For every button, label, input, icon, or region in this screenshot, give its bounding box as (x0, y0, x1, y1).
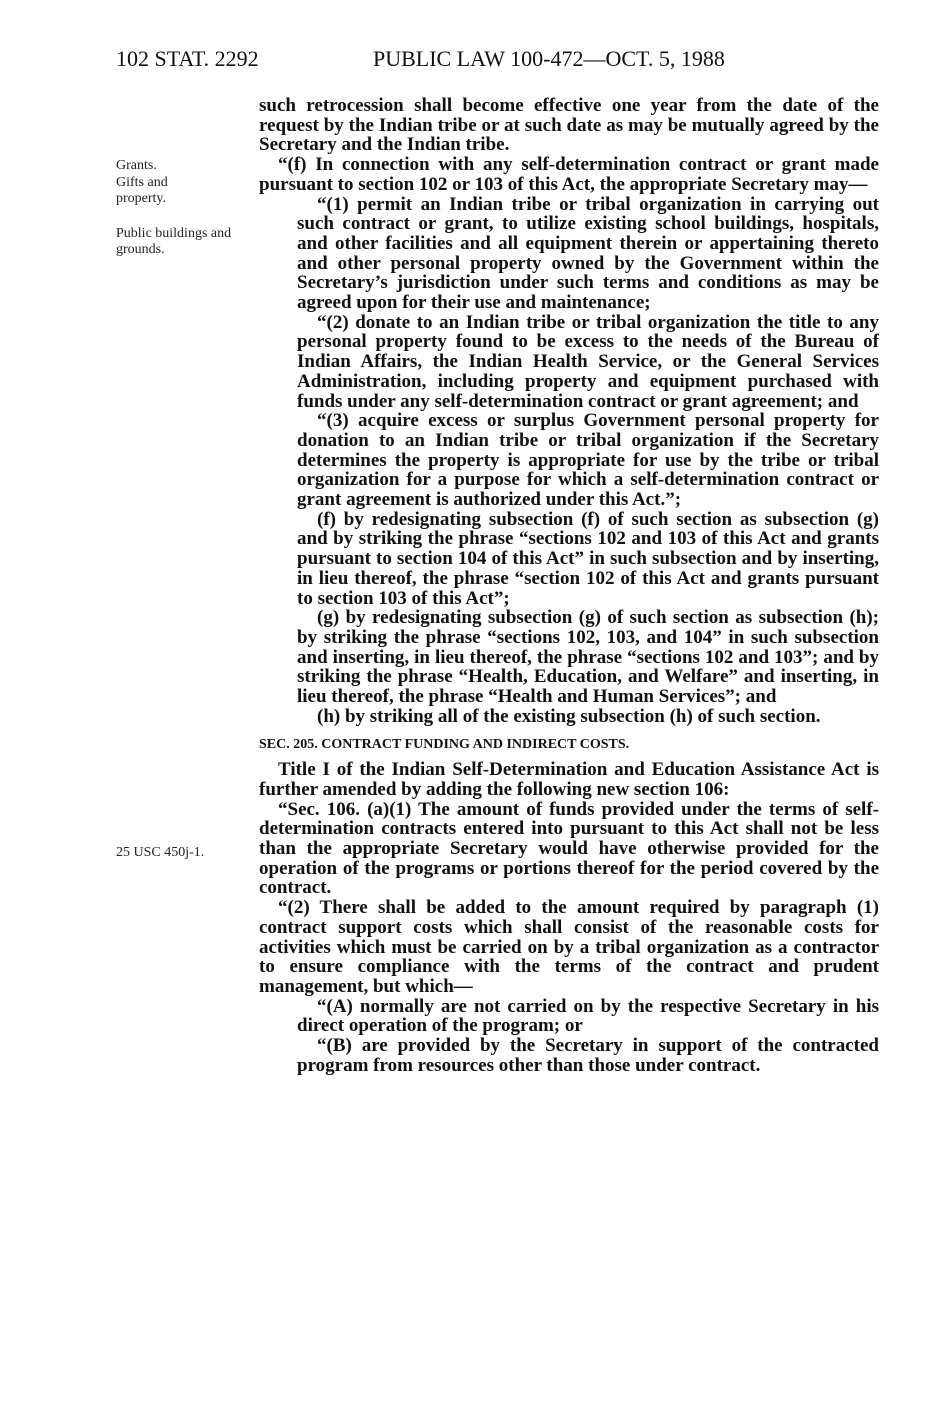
paragraph-B: “(B) are provided by the Secretary in support of the contracted program from resources other than those under contract. (297, 1035, 879, 1076)
margin-note-grants: Grants. (116, 158, 157, 173)
paragraph-retrocession: such retrocession shall become effective one year from the date of the request by the Indian tribe or at such date as may be mutually agreed by the Secretary and the Indian tribe. (259, 95, 879, 156)
paragraph-subsection-f: “(f) In connection with any self-determination contract or grant made pursuant to section 102 or 103 of this Act, the appropriate Secretary may— (259, 154, 879, 195)
stat-page-number: 102 STAT. 2292 (116, 46, 259, 71)
paragraph-A: “(A) normally are not carried on by the respective Secretary in his direct operation of the program; or (297, 995, 879, 1037)
amendment-f: (f) by redesignating subsection (f) of such section as subsection (g) and by striking the phrase “sections 102 and 103 of this Act and grants pursuant to section 104 of this Act” in such subsection and by inserting, in lieu thereof, the phrase “section 102 of this Act and grants pursuant to section 103 of this Act”; (297, 508, 879, 609)
public-law-title: PUBLIC LAW 100-472—OCT. 5, 1988 (373, 46, 725, 71)
paragraph-f-2: “(2) donate to an Indian tribe or tribal organization the title to any personal property found to be excess to the needs of the Bureau of Indian Affairs, the Indian Health Service, or the General Services Administration, including property and equipment purchased with funds under any self-determination contract or grant agreement; and (297, 311, 879, 412)
paragraph-a2: “(2) There shall be added to the amount required by paragraph (1) contract support costs which shall consist of the reasonable costs for activities which must be carried on by a tribal organization as a contractor to ensure compliance with the terms of the contract and prudent management, but which— (259, 897, 879, 997)
running-header (0, 46, 939, 82)
statute-body (259, 96, 879, 1075)
paragraph-sec-106-a1: “Sec. 106. (a)(1) The amount of funds provided under the terms of self-determination contracts entered into pursuant to this Act shall not be less than the appropriate Secretary would have otherwise provided for the operation of the programs or portions thereof for the period covered by the contract. (259, 798, 879, 899)
amendment-g: (g) by redesignating subsection (g) of such section as subsection (h); by striking the phrase “sections 102, 103, and 104” in such subsection and inserting, in lieu thereof, the phrase “sections 102 and 103”; and by striking the phrase “Health, Education, and Welfare” and inserting, in lieu thereof, the phrase “Health and Human Services”; and (297, 607, 879, 708)
margin-note-gifts: Gifts and property. (116, 175, 168, 206)
section-205-heading: SEC. 205. CONTRACT FUNDING AND INDIRECT COSTS. (259, 736, 630, 752)
margin-note-public-buildings: Public buildings and grounds. (116, 226, 232, 257)
margin-note-usc: 25 USC 450j-1. (116, 845, 205, 860)
paragraph-f-3: “(3) acquire excess or surplus Government personal property for donation to an Indian tribe or tribal organization if the Secretary determines the property is appropriate for use by the tribe or tribal organization for a purpose for which a self-determination contract or grant agreement is authorized under this Act.”; (297, 410, 879, 511)
amendment-h: (h) by striking all of the existing subsection (h) of such section. (317, 705, 821, 727)
paragraph-f-1: “(1) permit an Indian tribe or tribal organization in carrying out such contract or grant, to utilize existing school buildings, hospitals, and other facilities and all equipment therein or appertaining thereto and other personal property owned by the Government within the Secretary’s jurisdiction under such terms and conditions as may be agreed upon for their use and maintenance; (297, 193, 879, 314)
paragraph-title-i: Title I of the Indian Self-Determination and Education Assistance Act is further amended by adding the following new section 106: (259, 759, 879, 800)
